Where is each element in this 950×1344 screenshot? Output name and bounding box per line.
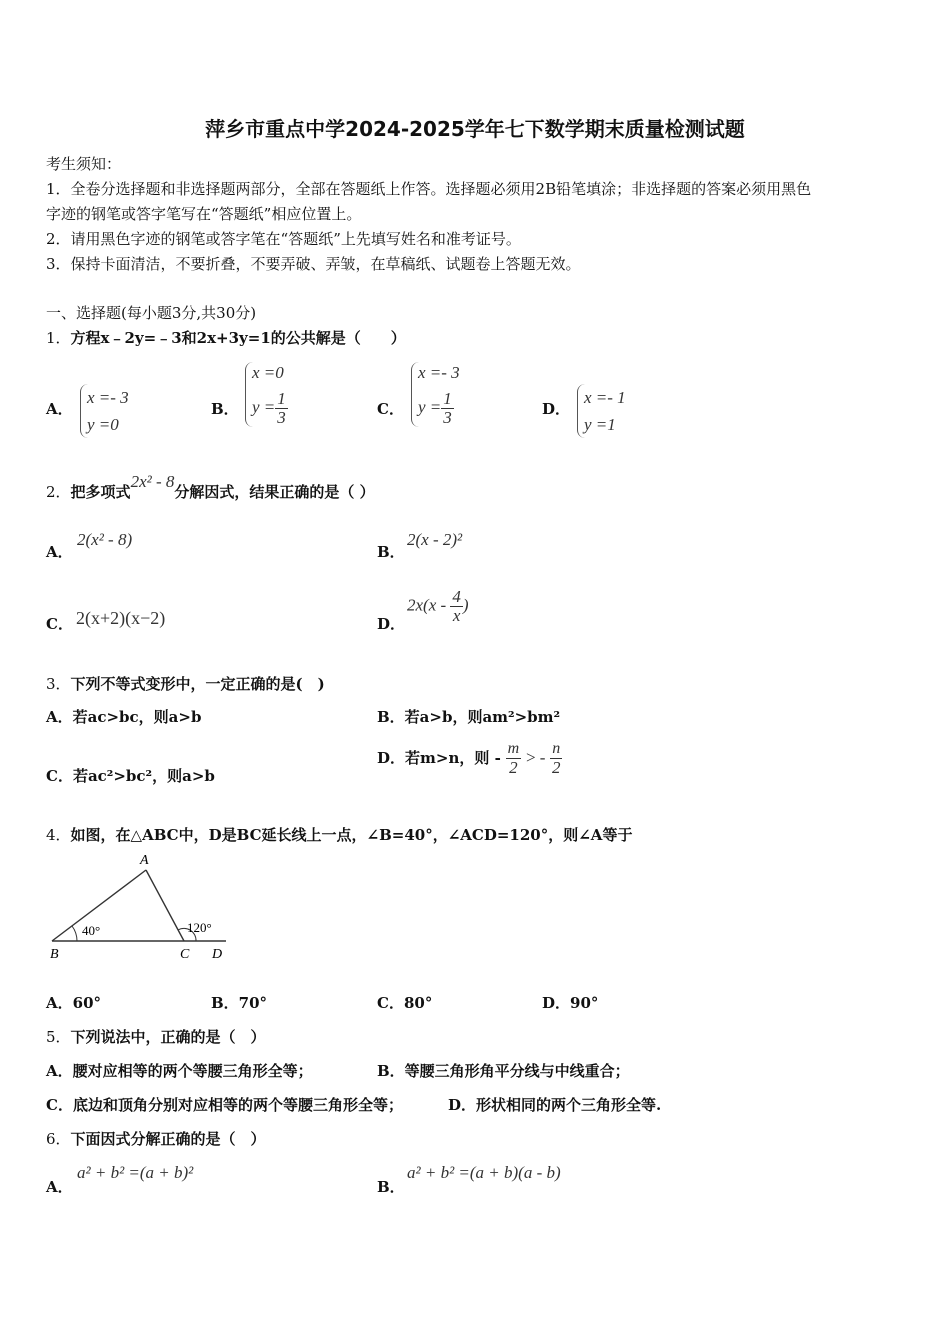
section-heading: 一、选择题(每小题3分,共30分) [46,304,257,322]
q6-option-a-expr: a² + b² =(a + b)² [77,1163,194,1182]
q1-option-c-label: C． [377,400,404,418]
question-1-stem: 1．方程x﹣2y=﹣3和2x+3y=1的公共解是（ ） [46,329,406,347]
q2-option-b-label: B． [377,543,405,561]
notice-item-3: 3．保持卡面清洁，不要折叠，不要弄破、弄皱，在草稿纸、试题卷上答题无效。 [46,255,581,273]
q1-option-d-system: x =- 1 y =1 [577,384,626,438]
label-d: D [212,947,223,962]
notice-heading: 考生须知： [46,155,122,173]
angle-b-arc [72,926,77,941]
q3-option-a: A．若ac>bc，则a>b [46,708,202,726]
label-a: A [140,853,149,868]
q5-option-d: D．形状相同的两个三角形全等. [448,1096,662,1114]
q4-option-a: A．60° [46,994,102,1012]
label-b: B [50,947,59,962]
q3-option-d: D．若m>n，则 - $\frac{m}{2}$ > - $\frac{n}{2}$ [377,740,561,777]
q1-option-b-system: x =0 y = $\frac{1}{3}$ [245,362,288,427]
q2-option-d-label: D． [377,615,406,633]
q2-option-a-label: A． [46,543,73,561]
triangle-figure [44,848,234,966]
q1-option-a-label: A． [46,400,73,418]
angle-c-label: 120° [187,920,212,935]
question-6-stem: 6．下面因式分解正确的是（ ） [46,1130,266,1148]
page-title: 萍乡市重点中学2024-2025学年七下数学期末质量检测试题 [205,117,745,141]
question-5-stem: 5．下列说法中，正确的是（ ） [46,1028,266,1046]
q5-option-b: B．等腰三角形角平分线与中线重合； [377,1062,630,1080]
q5-option-a: A．腰对应相等的两个等腰三角形全等； [46,1062,313,1080]
q2-option-c-label: C． [46,615,73,633]
question-number: 1． [46,329,71,347]
q2-option-b-expr: 2(x - 2)² [407,530,463,549]
q3-option-c: C．若ac²>bc²，则a>b [46,767,215,785]
label-c: C [180,947,190,962]
q1-option-c-system: x =- 3 y = $\frac{1}{3}$ [411,362,460,427]
q5-option-c: C．底边和顶角分别对应相等的两个等腰三角形全等； [46,1096,403,1114]
question-3-stem: 3．下列不等式变形中，一定正确的是( ) [46,675,325,693]
angle-b-label: 40° [82,923,101,938]
q6-option-b-label: B． [377,1178,405,1196]
q6-option-b-expr: a² + b² =(a + b)(a - b) [407,1163,561,1182]
q1-option-b-label: B． [211,400,239,418]
q2-option-a-expr: 2(x² - 8) [77,530,133,549]
notice-item-2: 2．请用黑色字迹的钢笔或答字笔在“答题纸”上先填写姓名和准考证号。 [46,230,521,248]
question-2-stem: 2．把多项式2x² - 8分解因式，结果正确的是（ ） [46,472,375,501]
q1-option-a-system: x =- 3 y =0 [80,384,129,438]
q1-option-d-label: D． [542,400,571,418]
q3-option-b: B．若a>b，则am²>bm² [377,708,561,726]
notice-item-1-cont: 字迹的钢笔或答字笔写在“答题纸”相应位置上。 [46,205,362,223]
q4-option-c: C．80° [377,994,433,1012]
q2-option-c-expr: 2(x+2)(x−2) [76,608,166,628]
notice-item-1: 1．全卷分选择题和非选择题两部分，全部在答题纸上作答。选择题必须用2B铅笔填涂；非选择题的答案必须用黑色 [46,180,812,198]
q6-option-a-label: A． [46,1178,73,1196]
question-4-stem: 4．如图，在△ABC中，D是BC延长线上一点，∠B=40°，∠ACD=120°，则∠A等于 [46,826,633,844]
q4-option-d: D．90° [542,994,599,1012]
q4-option-b: B．70° [211,994,268,1012]
q2-option-d-expr: 2x(x - $\frac{4}{x}$ ) [407,587,469,625]
